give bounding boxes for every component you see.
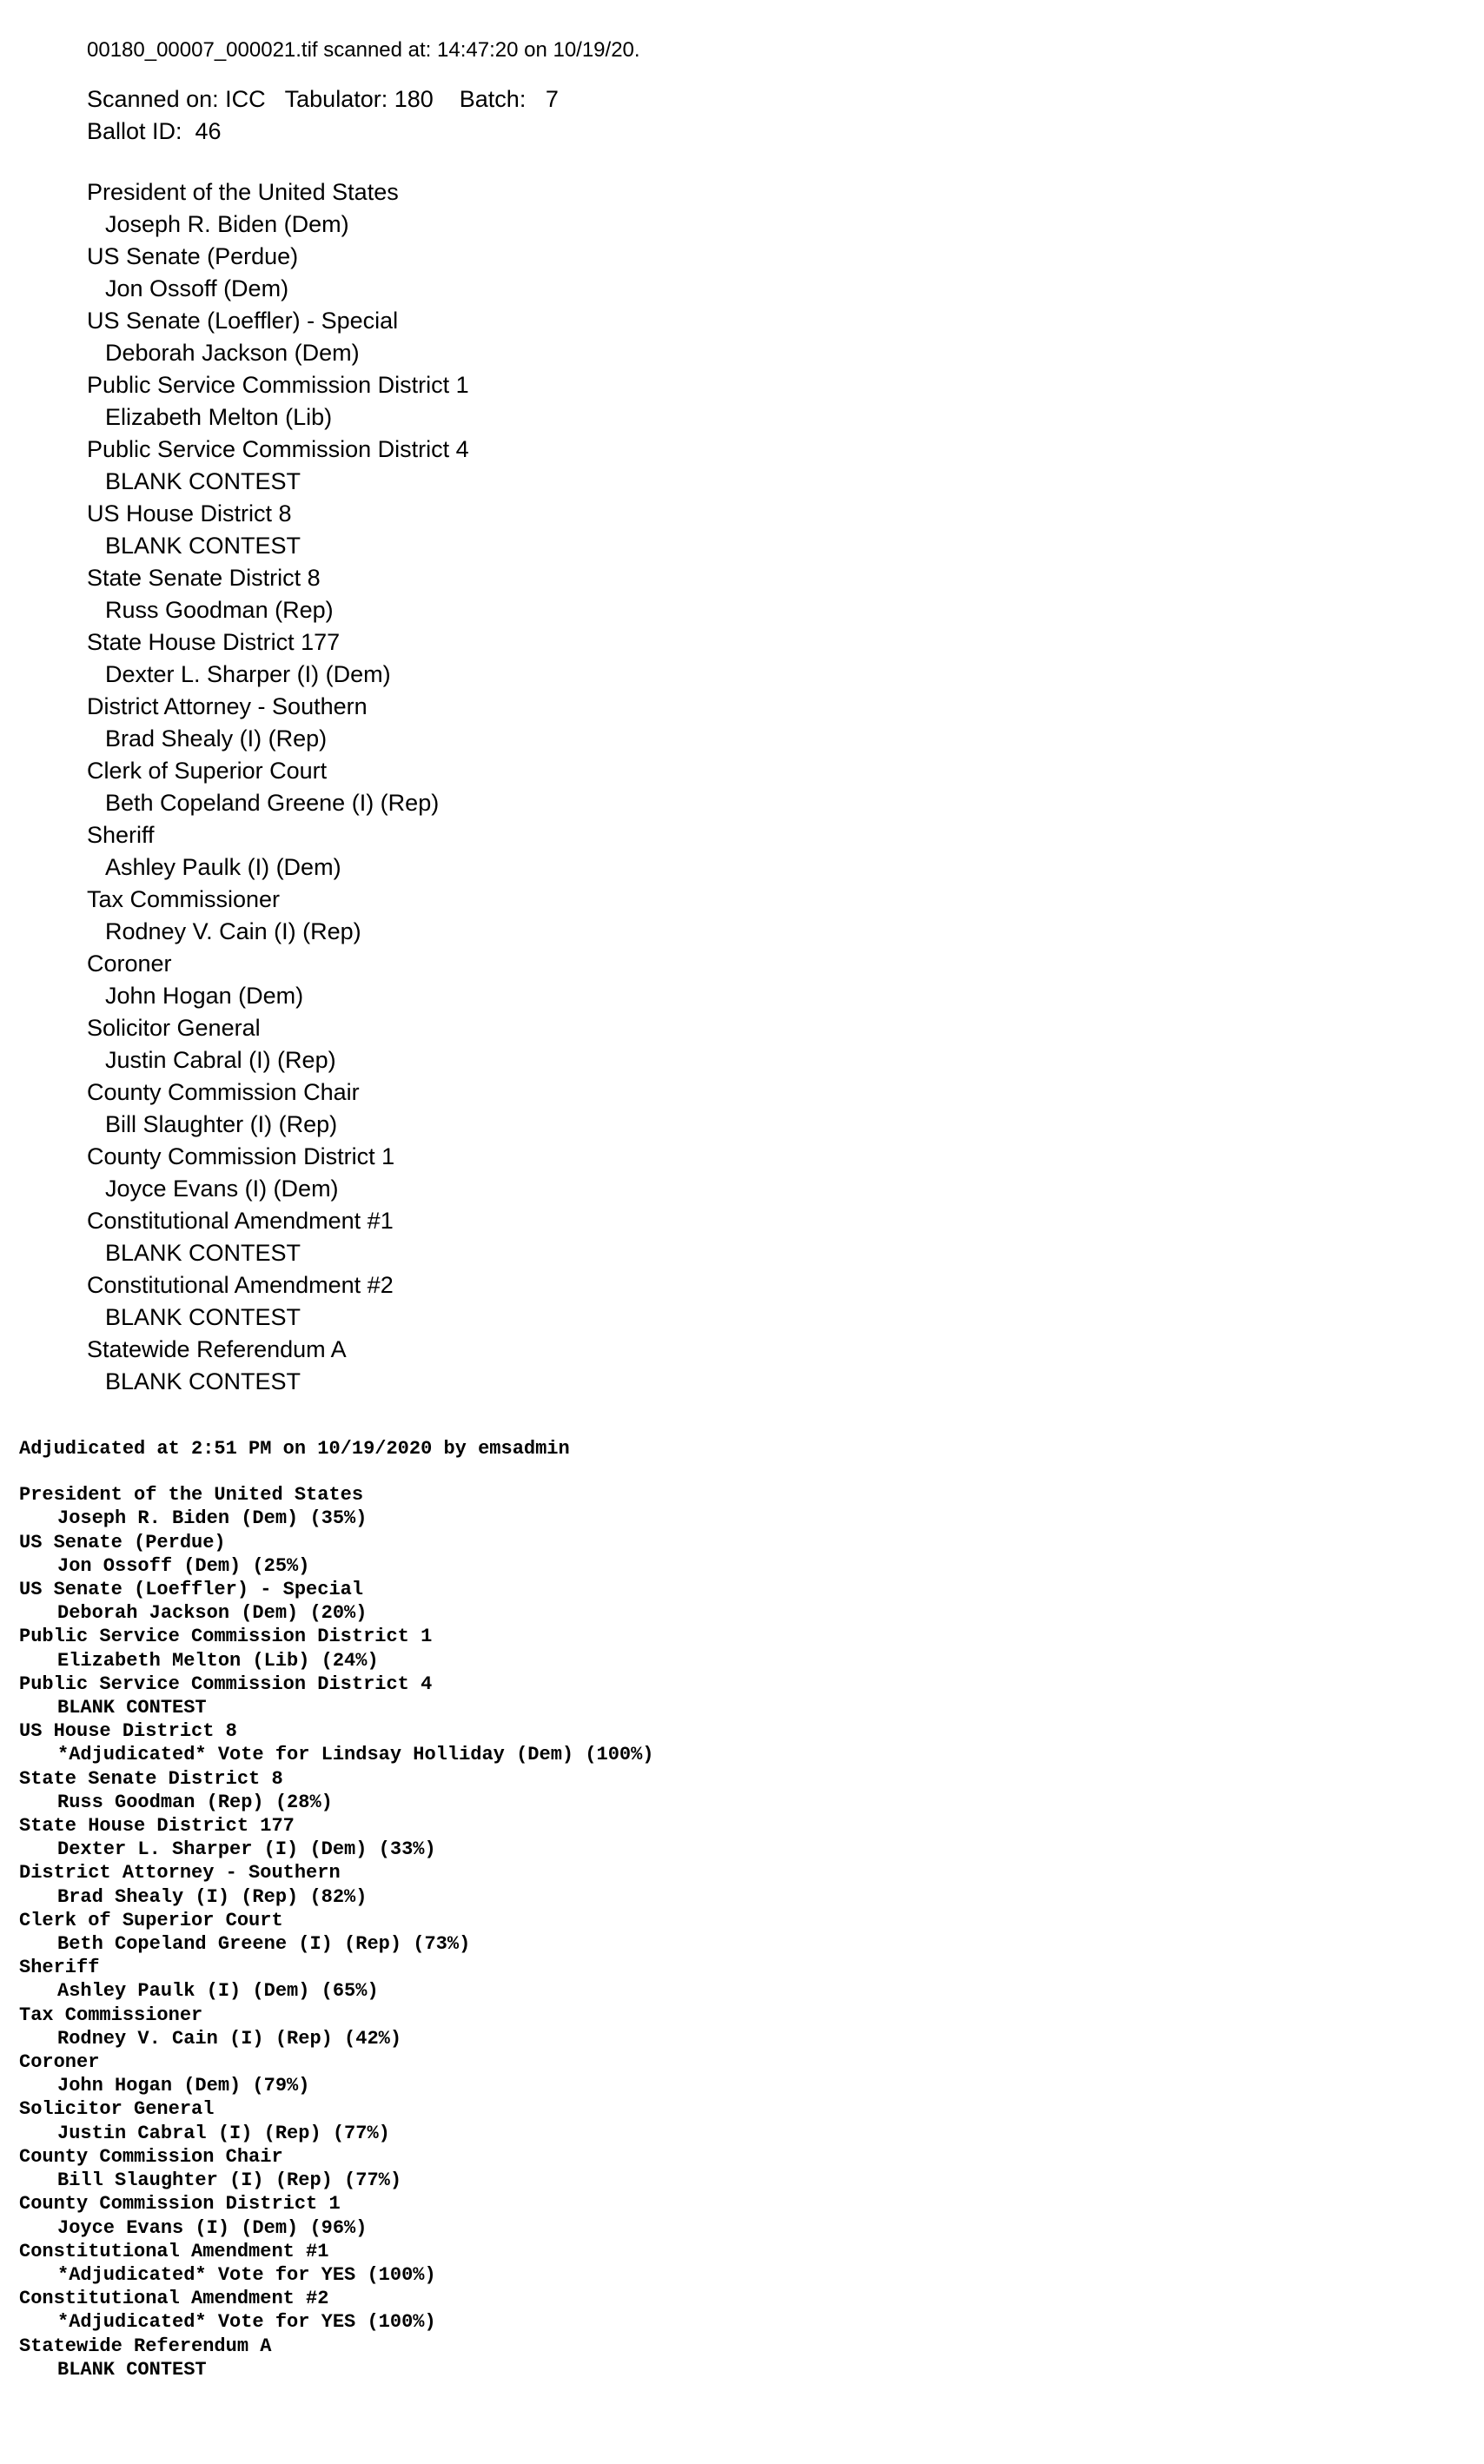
contest-entry bbox=[19, 1909, 654, 1956]
contest-choice: Joyce Evans (I) (Dem) (96%) bbox=[57, 2216, 368, 2239]
contest-name: Clerk of Superior Court bbox=[87, 758, 328, 784]
contest-name: County Commission Chair bbox=[87, 1079, 360, 1105]
contest-name: US House District 8 bbox=[87, 500, 292, 527]
contest-entry bbox=[19, 1814, 654, 1861]
contest-choice: Brad Shealy (I) (Rep) bbox=[105, 725, 328, 752]
contest-name: Constitutional Amendment #2 bbox=[19, 2288, 329, 2310]
contest-choice: Joseph R. Biden (Dem) (35%) bbox=[57, 1507, 368, 1530]
contest-choice: Jon Ossoff (Dem) bbox=[105, 275, 289, 301]
contest-entry bbox=[19, 1719, 654, 1766]
contest-choice: John Hogan (Dem) (79%) bbox=[57, 2075, 310, 2097]
contest-entry bbox=[87, 241, 640, 305]
contest-choice: Deborah Jackson (Dem) (20%) bbox=[57, 1602, 368, 1625]
contest-entry bbox=[19, 2240, 654, 2287]
contest-choice: Ashley Paulk (I) (Dem) (65%) bbox=[57, 1980, 379, 2003]
contest-entry bbox=[87, 498, 640, 562]
contest-choice: Elizabeth Melton (Lib) (24%) bbox=[57, 1649, 379, 1672]
contest-entry bbox=[87, 369, 640, 434]
contest-entry bbox=[19, 1767, 654, 1814]
contest-name: Tax Commissioner bbox=[87, 886, 281, 912]
contest-name: County Commission District 1 bbox=[19, 2193, 341, 2216]
contest-name: Constitutional Amendment #1 bbox=[19, 2240, 329, 2262]
contest-choice: BLANK CONTEST bbox=[105, 1368, 301, 1394]
contest-entry bbox=[87, 434, 640, 498]
contest-name: Coroner bbox=[19, 2051, 100, 2074]
contest-choice: Jon Ossoff (Dem) (25%) bbox=[57, 1554, 310, 1577]
contest-choice: Ashley Paulk (I) (Dem) bbox=[105, 854, 341, 880]
contest-entry bbox=[87, 1334, 640, 1398]
contest-choice: BLANK CONTEST bbox=[105, 1304, 301, 1330]
contest-entry bbox=[19, 1625, 654, 1672]
contest-choice: Justin Cabral (I) (Rep) (77%) bbox=[57, 2122, 390, 2144]
contest-choice: Rodney V. Cain (I) (Rep) (42%) bbox=[57, 2027, 402, 2050]
contest-name: Constitutional Amendment #2 bbox=[87, 1272, 394, 1298]
contest-choice: Beth Copeland Greene (I) (Rep) bbox=[105, 790, 440, 816]
contest-entry bbox=[87, 626, 640, 691]
contest-name: Public Service Commission District 4 bbox=[87, 436, 469, 462]
contest-entry bbox=[87, 1012, 640, 1076]
contest-entry bbox=[19, 2004, 654, 2050]
contest-choice: Dexter L. Sharper (I) (Dem) bbox=[105, 661, 391, 687]
contest-name: State House District 177 bbox=[87, 629, 341, 655]
contest-entry bbox=[19, 2335, 654, 2381]
contest-name: District Attorney - Southern bbox=[87, 693, 368, 719]
contest-entry bbox=[87, 1269, 640, 1334]
contest-choice: BLANK CONTEST bbox=[57, 2358, 207, 2381]
contest-entry bbox=[19, 1672, 654, 1719]
contest-entry bbox=[87, 819, 640, 884]
contest-name: Solicitor General bbox=[87, 1015, 261, 1041]
contest-name: Statewide Referendum A bbox=[19, 2335, 272, 2357]
contest-entry bbox=[19, 2050, 654, 2097]
contest-entry bbox=[87, 1076, 640, 1141]
contest-name: Clerk of Superior Court bbox=[19, 1909, 283, 1931]
contest-entry bbox=[87, 1141, 640, 1205]
contest-choice: Russ Goodman (Rep) bbox=[105, 597, 334, 623]
contest-entry bbox=[87, 305, 640, 369]
contest-choice: BLANK CONTEST bbox=[57, 1697, 207, 1719]
scan-contest-list bbox=[87, 176, 640, 1398]
adjudication-section bbox=[19, 1437, 654, 2381]
contest-entry bbox=[19, 1531, 654, 1578]
contest-name: US House District 8 bbox=[19, 1720, 237, 1743]
contest-entry bbox=[19, 2145, 654, 2192]
contest-entry bbox=[19, 1956, 654, 2003]
contest-name: President of the United States bbox=[87, 179, 399, 205]
contest-choice: Dexter L. Sharper (I) (Dem) (33%) bbox=[57, 1838, 436, 1861]
contest-choice: Brad Shealy (I) (Rep) (82%) bbox=[57, 1885, 368, 1908]
contest-name: District Attorney - Southern bbox=[19, 1862, 341, 1884]
contest-choice: Bill Slaughter (I) (Rep) (77%) bbox=[57, 2169, 402, 2192]
contest-name: State Senate District 8 bbox=[19, 1767, 283, 1790]
adjudication-contest-list bbox=[19, 1483, 654, 2381]
contest-name: County Commission Chair bbox=[19, 2145, 283, 2168]
contest-entry bbox=[87, 1205, 640, 1269]
contest-choice: Justin Cabral (I) (Rep) bbox=[105, 1047, 336, 1073]
contest-entry bbox=[19, 1861, 654, 1908]
contest-entry bbox=[19, 2287, 654, 2334]
contest-name: State House District 177 bbox=[19, 1815, 295, 1838]
contest-choice: BLANK CONTEST bbox=[105, 468, 301, 494]
contest-entry bbox=[19, 2097, 654, 2144]
contest-entry bbox=[87, 691, 640, 755]
contest-name: US Senate (Perdue) bbox=[87, 243, 299, 269]
contest-name: US Senate (Loeffler) - Special bbox=[19, 1579, 364, 1601]
contest-entry bbox=[87, 755, 640, 819]
contest-choice: *Adjudicated* Vote for Lindsay Holliday (Dem) (100%) bbox=[57, 1744, 654, 1766]
contest-name: Sheriff bbox=[19, 1957, 100, 1979]
contest-name: Solicitor General bbox=[19, 2098, 215, 2121]
contest-name: County Commission District 1 bbox=[87, 1143, 395, 1169]
adjudication-header: Adjudicated at 2:51 PM on 10/19/2020 by emsadmin bbox=[19, 1438, 570, 1460]
contest-entry bbox=[19, 2192, 654, 2239]
scan-section bbox=[87, 35, 640, 1398]
contest-choice: Bill Slaughter (I) (Rep) bbox=[105, 1111, 338, 1137]
contest-choice: *Adjudicated* Vote for YES (100%) bbox=[57, 2263, 436, 2286]
contest-choice: Joseph R. Biden (Dem) bbox=[105, 211, 349, 237]
contest-choice: Beth Copeland Greene (I) (Rep) (73%) bbox=[57, 1933, 471, 1956]
contest-name: Public Service Commission District 1 bbox=[87, 372, 469, 398]
contest-name: Statewide Referendum A bbox=[87, 1336, 347, 1362]
contest-choice: Elizabeth Melton (Lib) bbox=[105, 404, 333, 430]
contest-entry bbox=[19, 1578, 654, 1625]
contest-name: US Senate (Perdue) bbox=[19, 1531, 226, 1553]
contest-choice: Deborah Jackson (Dem) bbox=[105, 340, 360, 366]
contest-choice: Russ Goodman (Rep) (28%) bbox=[57, 1791, 333, 1813]
contest-entry bbox=[87, 948, 640, 1012]
contest-name: Constitutional Amendment #1 bbox=[87, 1208, 394, 1234]
contest-entry bbox=[19, 1483, 654, 1530]
contest-choice: BLANK CONTEST bbox=[105, 533, 301, 559]
ballot-metadata bbox=[87, 83, 640, 148]
scan-header: 00180_00007_000021.tif scanned at: 14:47:20 on 10/19/20. bbox=[87, 38, 640, 62]
contest-name: US Senate (Loeffler) - Special bbox=[87, 308, 399, 334]
ballot-id-line: Ballot ID: 46 bbox=[87, 118, 222, 144]
contest-name: Public Service Commission District 1 bbox=[19, 1626, 433, 1648]
contest-name: State Senate District 8 bbox=[87, 565, 321, 591]
contest-choice: John Hogan (Dem) bbox=[105, 983, 304, 1009]
contest-name: Sheriff bbox=[87, 822, 155, 848]
scanned-on-line: Scanned on: ICC Tabulator: 180 Batch: 7 bbox=[87, 86, 559, 112]
contest-choice: BLANK CONTEST bbox=[105, 1240, 301, 1266]
contest-name: President of the United States bbox=[19, 1484, 364, 1507]
contest-entry bbox=[87, 176, 640, 241]
contest-name: Coroner bbox=[87, 950, 172, 977]
contest-choice: Rodney V. Cain (I) (Rep) bbox=[105, 918, 361, 944]
contest-entry bbox=[87, 562, 640, 626]
contest-name: Tax Commissioner bbox=[19, 2004, 203, 2026]
contest-entry bbox=[87, 884, 640, 948]
contest-name: Public Service Commission District 4 bbox=[19, 1672, 433, 1695]
contest-choice: Joyce Evans (I) (Dem) bbox=[105, 1176, 339, 1202]
contest-choice: *Adjudicated* Vote for YES (100%) bbox=[57, 2311, 436, 2334]
